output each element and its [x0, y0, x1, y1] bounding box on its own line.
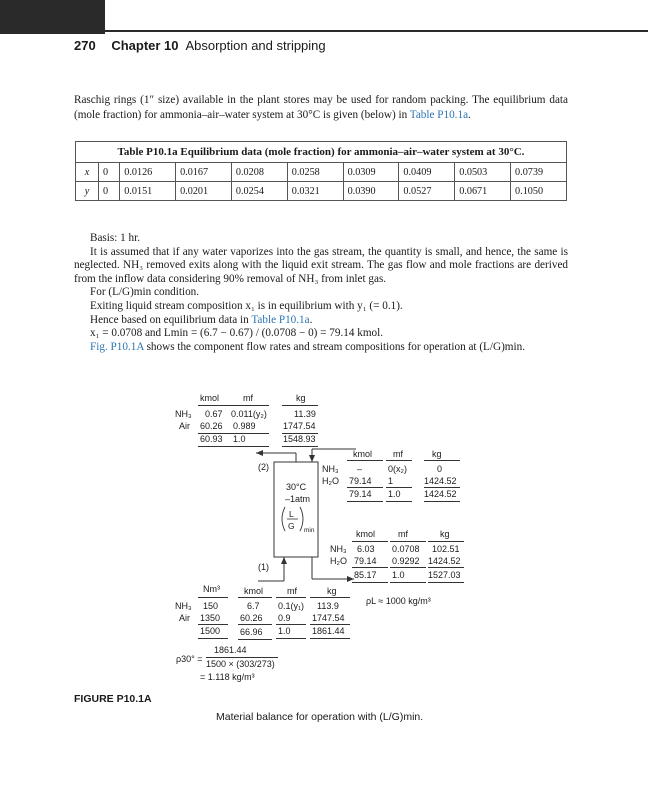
liquid-in-arrow: [309, 455, 315, 462]
x-value-cell: 0.0739: [511, 163, 567, 182]
x-value-cell: 0.0503: [455, 163, 511, 182]
y-value-cell: 0.1050: [511, 182, 567, 201]
x-value-cell: 0.0309: [343, 163, 399, 182]
x-value-cell: 0.0258: [287, 163, 343, 182]
ratio-sub: min: [304, 527, 315, 534]
equation-line: x₁ = 0.0708 and Lmin = (6.7 − 0.67) / (0.0708 − 0) = 79.14 kmol.: [90, 327, 384, 340]
ratio-g: G: [288, 521, 295, 531]
material-balance-figure: kmol mf kg NH₃ 0.67 0.011(y₂) 11.39 Air 60.26 0.989 1747.54 60.93 1.0 1548.93 kmol mf kg NH₃ – 0(x₂) 0 H₂O 79.14 1 1424.52 79.14 1.0 1424.52 (2) 30°C –1atm L G min (1) kmol mf kg NH₃ 6.03 0.0708 102.51 H₂O 79.14 0.9292 1424.52 85.17 1.0 1527.03 Nm³ kmol mf kg NH₃ 150 6.7 0.1(y₁) 113.9 Air 1350 60.26 0.9 1747.54 1500 66.96 1.0 1861.44 ρL ≈ 1000 kg/m³ ρ30° = 1861.44 1500 × (303/273) = 1.118 kg/m³: [0, 0, 648, 800]
exit-line: Exiting liquid stream composition x₁ is in equilibrium with y₁ (= 0.1).: [90, 299, 403, 312]
page-number: 270: [74, 38, 96, 53]
column-temperature: 30°C: [286, 482, 307, 492]
point-2-label: (2): [258, 462, 269, 472]
gas-out-arrow: [256, 450, 263, 456]
y-value-cell: 0.0254: [231, 182, 287, 201]
y-value-cell: 0.0671: [455, 182, 511, 201]
x-value-cell: 0.0126: [120, 163, 176, 182]
liquid-density: ρL ≈ 1000 kg/m³: [366, 596, 431, 606]
gas-in-arrow: [281, 557, 287, 564]
x-value-cell: 0: [99, 163, 120, 182]
figure-link[interactable]: Fig. P10.1A: [90, 340, 144, 353]
table-link[interactable]: Table P10.1a: [409, 109, 469, 121]
absorption-column: [274, 462, 318, 557]
intro-paragraph: Raschig rings (1″ size) available in the plant stores may be used for random packing. The equilibrium data (mole fraction) for ammonia–air–water system at 30°C is given (below) in Table P10.1a.: [74, 94, 568, 121]
table-caption: Table P10.1a Equilibrium data (mole fraction) for ammonia–air–water system at 30°C.: [76, 142, 567, 163]
y-value-cell: 0.0527: [399, 182, 455, 201]
row-label: y: [76, 182, 99, 201]
y-value-cell: 0.0321: [287, 182, 343, 201]
point-1-label: (1): [258, 562, 269, 572]
y-value-cell: 0: [99, 182, 120, 201]
y-value-cell: 0.0151: [120, 182, 176, 201]
ratio-l: L: [289, 509, 294, 519]
hence-line: Hence based on equilibrium data in Table P10.1a.: [90, 313, 313, 326]
figure-label: FIGURE P10.1A: [74, 693, 152, 705]
y-value-cell: 0.0390: [343, 182, 399, 201]
column-pressure: –1atm: [285, 494, 311, 504]
x-value-cell: 0.0409: [399, 163, 455, 182]
x-value-cell: 0.0208: [231, 163, 287, 182]
table-link[interactable]: Table P10.1a: [251, 313, 310, 326]
row-label: x: [76, 163, 99, 182]
assumption-paragraph: It is assumed that if any water vaporizes into the gas stream, the quantity is small, and hence, the same is neglected. NH₃ removed exits along with the liquid exit stream. The gas flow and mole fractions are derived from the inflow data considering 90% removal of NH₃ from inlet gas.: [74, 245, 568, 285]
chapter-label: Chapter 10: [111, 38, 179, 53]
y-value-cell: 0.0201: [176, 182, 232, 201]
figure-caption: Material balance for operation with (L/G)min.: [216, 711, 424, 723]
chapter-title: Absorption and stripping: [185, 38, 326, 53]
condition-line: For (L/G)min condition.: [90, 286, 200, 299]
basis-line: Basis: 1 hr.: [90, 232, 141, 244]
figure-ref-line: Fig. P10.1A shows the component flow rates and stream compositions for operation at (L/G)min.: [90, 340, 526, 353]
x-value-cell: 0.0167: [176, 163, 232, 182]
